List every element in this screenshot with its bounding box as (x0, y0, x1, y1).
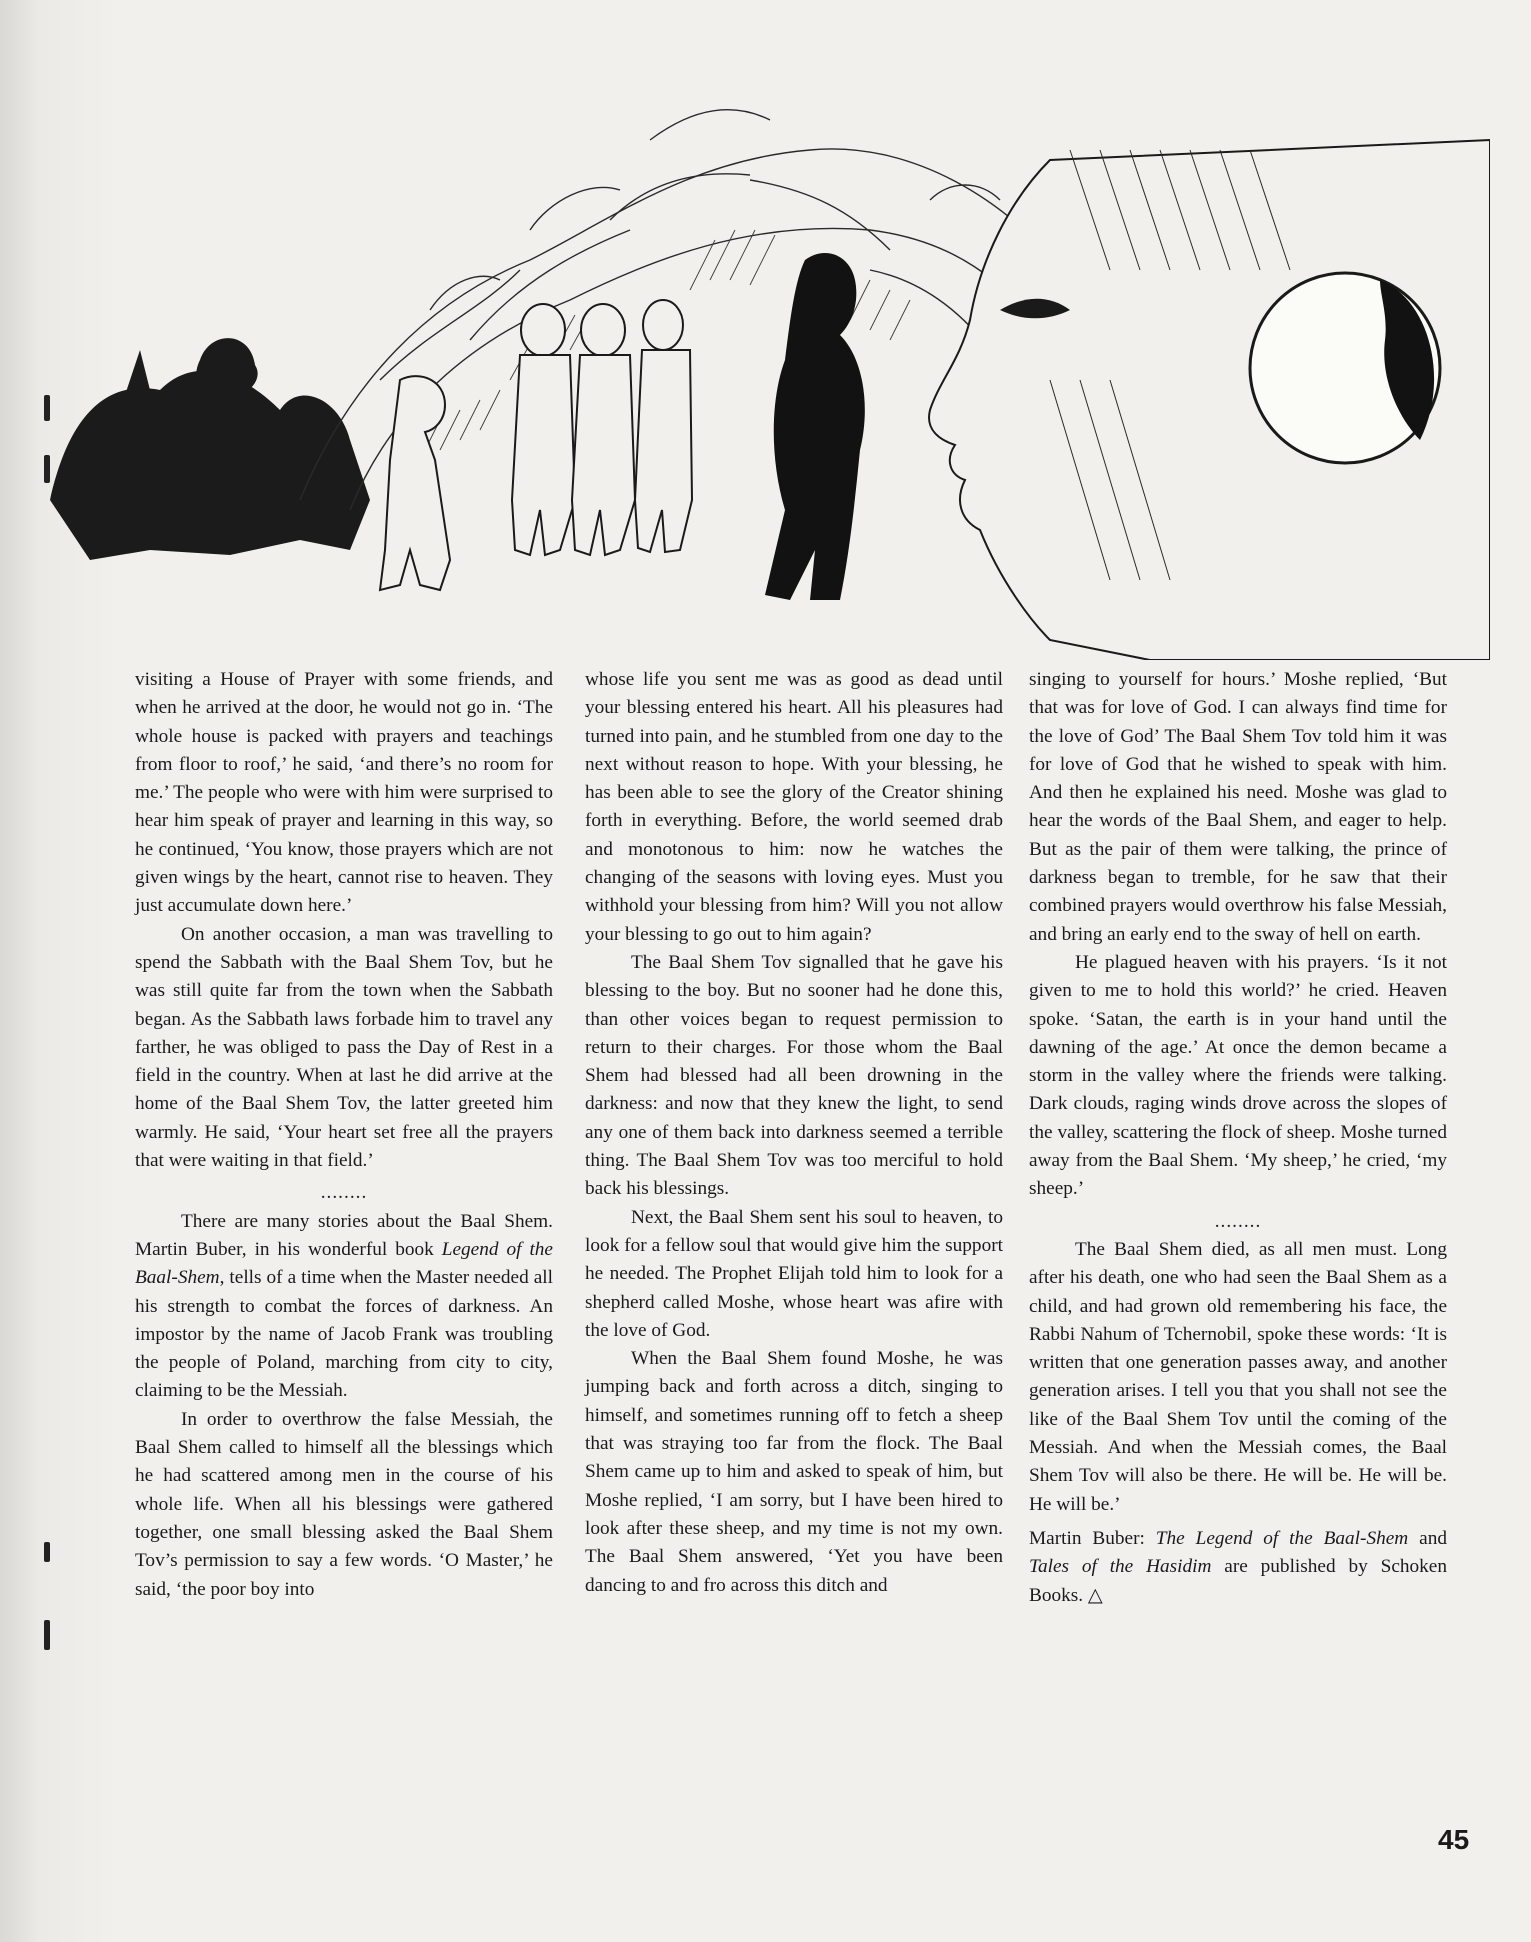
text-column-1 (135, 666, 553, 1604)
paragraph: He plagued heaven with his prayers. ‘Is it not given to me to hold this world?’ he cried. Heaven spoke. ‘Satan, the earth is in your hand until the dawning of the age.’ At once the demon became a storm in the valley where the friends were talking. Dark clouds, raging winds drove across the slopes of the valley, scattering the flock of sheep. Moshe turned away from the Baal Shem. ‘My sheep,’ he cried, ‘my sheep.’ (1029, 951, 1447, 1200)
text-run: Martin Buber: (1029, 1527, 1156, 1549)
paragraph: whose life you sent me was as good as dead until your blessing entered his heart. All his pleasures had turned into pain, and he stumbled from one day to the next without reason to hope. With your blessing, he has been able to see the glory of the Creator shining forth in everything. Before, the world seemed drab and monotonous to him: now he watches the changing of the seasons with loving eyes. Must you withhold your blessing from him? Will you not allow your blessing to go out to him again? (585, 669, 1003, 945)
section-separator: ........ (1214, 1210, 1262, 1232)
paragraph: The Baal Shem died, as all men must. Long after his death, one who had seen the Baal Shem as a child, and had grown old remembering his face, the Rabbi Nahum of Tchernobil, spoke these words: ‘It is written that one generation passes away, and another generation arises. I tell you that you shall not see the like of the Baal Shem Tov until the coming of the Messiah. And when the Messiah comes, the Baal Shem Tov will also be there. He will be. He will be. He will be.’ (1029, 1238, 1447, 1515)
binding-mark (44, 455, 50, 483)
paragraph: In order to overthrow the false Messiah, the Baal Shem called to himself all the blessings which he had scattered among men in the course of his whole life. When all his blessings were gathered together, one small blessing asked the Baal Shem Tov’s permission to say a few words. ‘O Master,’ he said, ‘the poor boy into (135, 1408, 553, 1600)
book-title: The Legend of the Baal-Shem (1155, 1527, 1409, 1549)
binding-mark (44, 395, 50, 421)
text-column-2 (585, 666, 1003, 1600)
book-title: Legend of the Baal-Shem (135, 1238, 553, 1289)
text-run: and (1408, 1527, 1447, 1549)
paragraph (135, 1208, 553, 1406)
paragraph: The Baal Shem Tov signalled that he gave his blessing to the boy. But no sooner had he done this, than other voices began to request permission to return to their charges. For those whom the Baal Shem had blessed had all been drowning in the darkness: and now that they knew the light, to send any one of them back into darkness seemed a terrible thing. The Baal Shem Tov was too merciful to hold back his blessings. (585, 951, 1003, 1200)
binding-mark (44, 1542, 50, 1562)
text-run: , tells of a time when the Master needed all his strength to combat the forces of darkness. An impostor by the name of Jacob Frank was troubling the people of Poland, marching from city to city, claiming to be the Messiah. (135, 1267, 553, 1402)
forest-illustration (50, 80, 1490, 660)
page-number: 45 (1438, 1824, 1470, 1855)
paragraph: singing to yourself for hours.’ Moshe replied, ‘But that was for love of God. I can always find time for the love of God’ The Baal Shem Tov told him it was for love of God that he wished to speak with him. And then he explained his need. Moshe was glad to hear the words of the Baal Shem, and eager to help. But as the pair of them were talking, the prince of darkness began to tremble, for he saw that their combined prayers would overthrow his false Messiah, and bring an early end to the sway of hell on earth. (1029, 669, 1447, 945)
text-run: are published by Schoken Books. △ (1029, 1556, 1447, 1606)
text-run: There are many stories about the Baal Shem. Martin Buber, in his wonderful book (135, 1210, 553, 1260)
paragraph: When the Baal Shem found Moshe, he was jumping back and forth across a ditch, singing to himself, and sometimes running off to fetch a sheep that was straying too far from the flock. The Baal Shem came up to him and asked to speak of him, but Moshe replied, ‘I am sorry, but I have been hired to look after these sheep, and my time is not my own. The Baal Shem answered, ‘Yet you have been dancing to and fro across this ditch and (585, 1348, 1003, 1596)
paragraph: visiting a House of Prayer with some friends, and when he arrived at the door, he would not go in. ‘The whole house is packed with prayers and teachings from floor to roof,’ he said, ‘and there’s no room for me.’ The people who were with him were surprised to hear him speak of prayer and learning in this way, so he continued, ‘You know, those prayers which are not given wings by the heart, cannot rise to heaven. They just accumulate down here.’ (135, 669, 553, 917)
paragraph: On another occasion, a man was travelling to spend the Sabbath with the Baal Shem Tov, but he was still quite far from the town when the Sabbath began. As the Sabbath laws forbade him to travel any farther, he was obliged to pass the Day of Rest in a field in the country. When at last he did arrive at the home of the Baal Shem Tov, the latter greeted him warmly. He said, ‘Your heart set free all the prayers that were waiting in that field.’ (135, 923, 553, 1172)
text-column-3 (1029, 666, 1447, 1610)
book-title: Tales of the Hasidim (1029, 1556, 1212, 1578)
binding-mark (44, 1620, 50, 1650)
section-separator: ........ (320, 1182, 368, 1204)
paragraph: Next, the Baal Shem sent his soul to heaven, to look for a fellow soul that would give him the support he needed. The Prophet Elijah told him to look for a shepherd called Moshe, whose heart was afire with the love of God. (585, 1206, 1003, 1341)
publication-credit (1029, 1525, 1447, 1610)
